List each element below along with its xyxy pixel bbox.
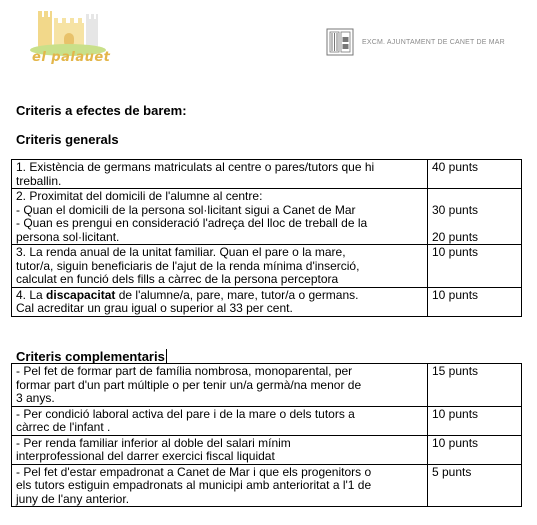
- criterion-line: interprofessional del darrer exercici fiscal liquidat: [16, 449, 275, 463]
- criterion-line: - Pel fet d'estar empadronat a Canet de Mar i que els progenitors o: [16, 464, 372, 479]
- criterion-line: 2. Proximitat del domicili de l'alumne al centre:: [16, 189, 263, 203]
- table-row: [12, 464, 522, 507]
- table-row: [12, 406, 522, 435]
- criterion-line: 1. Existència de germans matriculats al centre o pares/tutors que hi: [16, 160, 375, 174]
- criterion-line: Cal acreditar un grau igual o superior al 33 per cent.: [16, 301, 293, 315]
- table-row: [12, 160, 522, 189]
- points-spacer: [432, 217, 517, 231]
- general-criteria-heading: Criteris generals: [16, 132, 119, 147]
- criterion-prefix: 4. La: [16, 287, 47, 302]
- criterion-cell: [12, 245, 428, 288]
- criterion-line: - Quan es prengui en consideració l'adreça del lloc de treball de la: [16, 216, 368, 230]
- points-value: 10 punts: [432, 245, 479, 259]
- table-row: [12, 364, 522, 407]
- complementary-heading-text: Criteris complementaris: [16, 349, 165, 364]
- coat-of-arms-icon: [326, 28, 354, 56]
- criterion-cell: [12, 406, 428, 435]
- el-palauet-logo: [28, 5, 110, 77]
- criterion-line: - Per condició laboral activa del pare i de la mare o dels tutors a: [16, 406, 355, 421]
- criterion-cell: [12, 189, 428, 245]
- table-row: [12, 245, 522, 288]
- points-value: 15 punts: [432, 364, 479, 378]
- criterion-cell: [12, 464, 428, 507]
- points-value: 10 punts: [432, 287, 479, 302]
- criterion-line: treballin.: [16, 173, 62, 188]
- criterion-cell: [12, 435, 428, 464]
- ajuntament-header: [326, 28, 505, 56]
- points-cell: [428, 364, 522, 407]
- points-value: 30 punts: [432, 202, 479, 217]
- criterion-line: càrrec de l'infant .: [16, 420, 111, 434]
- points-cell: [428, 435, 522, 464]
- criterion-cell: [12, 287, 428, 316]
- complementary-criteria-heading[interactable]: [16, 349, 167, 364]
- criterion-line: formar part d'un part múltiple o per tenir un/a germà/na menor de: [16, 377, 362, 392]
- table-row: [12, 287, 522, 316]
- criterion-cell: [12, 364, 428, 407]
- criterion-line: els tutors estiguin empadronats al municipi amb anterioritat a l'1 de: [16, 478, 372, 492]
- table-row: [12, 189, 522, 245]
- criterion-line: - Quan el domicili de la persona sol·licitant sigui a Canet de Mar: [16, 202, 356, 217]
- points-cell: [428, 189, 522, 245]
- criterion-line: [16, 289, 423, 303]
- points-value: 10 punts: [432, 406, 479, 421]
- castle-icon: [28, 5, 110, 77]
- criterion-line: tutor/a, siguin beneficiaris de l'ajut de la renda mínima d'inserció,: [16, 258, 360, 273]
- points-value: 5 punts: [432, 464, 472, 479]
- text-cursor: [166, 349, 167, 363]
- table-row: [12, 435, 522, 464]
- criterion-line: - Per renda familiar inferior al doble del salari mínim: [16, 435, 291, 450]
- criterion-suffix: de l'alumne/a, pare, mare, tutor/a o germans.: [115, 287, 359, 302]
- criterion-line: juny de l'any anterior.: [16, 491, 130, 506]
- points-cell: [428, 287, 522, 316]
- points-cell: [428, 245, 522, 288]
- ajuntament-name: EXCM. AJUNTAMENT DE CANET DE MAR: [362, 38, 505, 46]
- criterion-line: 3. La renda anual de la unitat familiar. Quan el pare o la mare,: [16, 245, 346, 259]
- criterion-line: 3 anys.: [16, 391, 55, 405]
- points-value: 10 punts: [432, 435, 479, 450]
- criterion-line: calculat en funció dels fills a càrrec de la persona perceptora: [16, 272, 339, 286]
- logo-text: el palauet: [32, 50, 111, 65]
- criterion-line: persona sol·licitant.: [16, 229, 120, 244]
- complementary-criteria-table: [11, 363, 522, 507]
- points-spacer: [432, 190, 517, 204]
- points-cell: [428, 160, 522, 189]
- points-value: 20 punts: [432, 229, 479, 244]
- criterion-line: - Pel fet de formar part de família nombrosa, monoparental, per: [16, 364, 353, 378]
- general-criteria-table: [11, 159, 522, 317]
- points-cell: [428, 464, 522, 507]
- points-value: 40 punts: [432, 160, 479, 174]
- page-title: Criteris a efectes de barem:: [16, 103, 187, 118]
- criterion-bold-term: discapacitat: [46, 287, 116, 302]
- points-cell: [428, 406, 522, 435]
- criterion-cell: [12, 160, 428, 189]
